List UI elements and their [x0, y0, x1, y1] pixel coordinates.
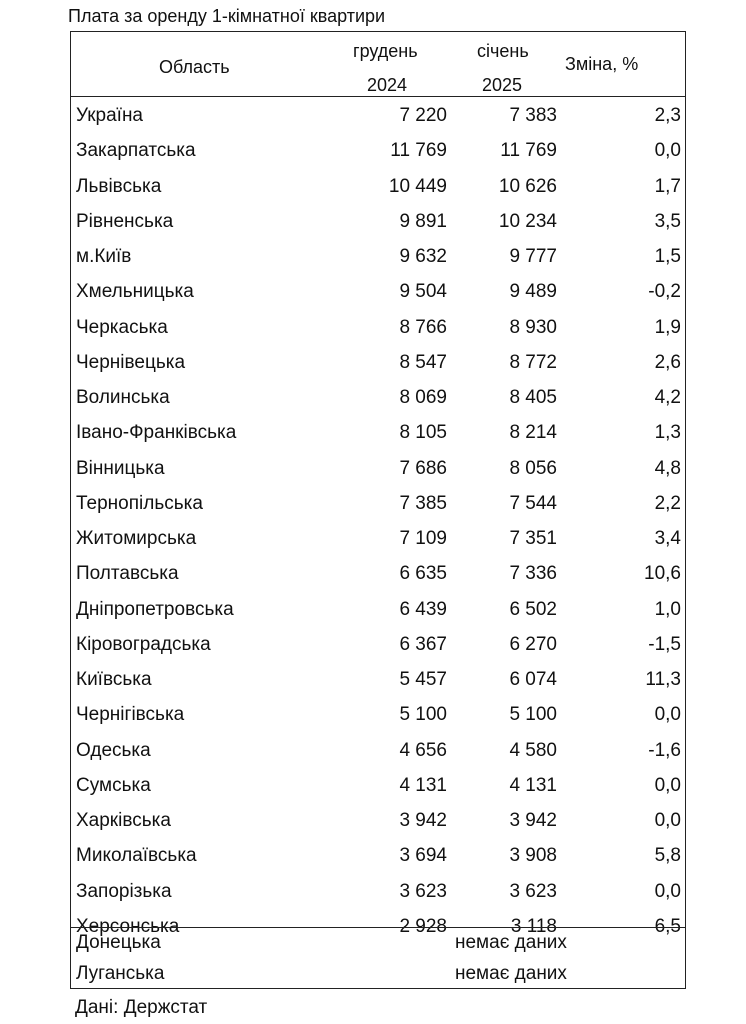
change-value: 11,3 [645, 669, 681, 690]
dec-value: 7 109 [399, 528, 447, 549]
dec-value: 9 632 [399, 246, 447, 267]
jan-value: 7 544 [509, 492, 557, 514]
change-value: -0,2 [648, 281, 681, 303]
dec-value: 8 105 [399, 422, 447, 444]
change-value: 10,6 [644, 563, 681, 585]
change-value: 4,8 [654, 457, 681, 479]
table-row [71, 662, 685, 697]
change-value: 0,0 [654, 140, 681, 162]
jan-value: 6 270 [509, 633, 557, 655]
change-value: 3,5 [654, 210, 681, 232]
rent-table [70, 31, 686, 989]
table-body [71, 98, 685, 944]
dec-value: 9 504 [399, 281, 447, 303]
region-name: Хмельницька [76, 281, 194, 303]
region-name: Вінницька [76, 457, 165, 479]
region-name: Тернопільська [76, 492, 203, 514]
jan-value: 8 214 [509, 422, 557, 444]
data-source: Дані: Держстат [75, 997, 208, 1018]
no-data-note: немає даних [455, 963, 567, 984]
table-row [71, 380, 685, 415]
header-region: Область [159, 57, 230, 77]
dec-value: 8 069 [399, 387, 447, 408]
region-name: Івано-Франківська [76, 422, 237, 444]
jan-value: 7 383 [509, 105, 557, 126]
region-name: Закарпатська [76, 140, 196, 162]
region-name: Луганська [76, 963, 165, 984]
table-header [71, 32, 685, 97]
change-value: 0,0 [654, 704, 681, 726]
jan-value: 5 100 [509, 704, 557, 726]
change-value: 0,0 [654, 880, 681, 902]
region-name: Львівська [76, 175, 162, 197]
dec-value: 3 623 [399, 880, 447, 902]
no-data-row [71, 959, 685, 990]
dec-value: 2 928 [399, 915, 447, 937]
dec-value: 4 656 [399, 739, 447, 761]
jan-value: 3 942 [509, 810, 557, 831]
header-jan-month: січень [477, 41, 529, 61]
jan-value: 10 234 [498, 210, 557, 232]
header-change: Зміна, % [565, 54, 639, 74]
dec-value: 4 131 [399, 774, 447, 796]
change-value: 1,3 [654, 422, 681, 444]
jan-value: 8 930 [509, 316, 557, 338]
table-row [71, 486, 685, 521]
no-data-section [71, 927, 685, 990]
no-data-row [71, 928, 685, 959]
jan-value: 3 118 [510, 915, 557, 937]
region-name: Волинська [76, 387, 170, 408]
change-value: 6,5 [654, 915, 681, 937]
jan-value: 7 351 [509, 528, 557, 549]
table-row [71, 133, 685, 168]
region-name: Одеська [76, 739, 151, 761]
jan-value: 9 489 [509, 281, 557, 303]
change-value: 2,2 [654, 492, 681, 514]
table-row [71, 874, 685, 909]
no-data-note: немає даних [455, 932, 567, 953]
jan-value: 8 772 [509, 351, 557, 373]
region-name: Україна [76, 105, 144, 126]
table-row [71, 556, 685, 591]
dec-value: 3 942 [399, 810, 447, 831]
region-name: Чернівецька [76, 351, 186, 373]
region-name: м.Київ [76, 246, 132, 267]
change-value: 2,3 [654, 105, 681, 126]
region-name: Донецька [76, 932, 161, 953]
jan-value: 6 502 [509, 598, 557, 620]
dec-value: 11 769 [390, 140, 447, 162]
table-row [71, 768, 685, 803]
jan-value: 4 131 [509, 774, 557, 796]
dec-value: 7 220 [399, 105, 447, 126]
table-row [71, 697, 685, 732]
table-row [71, 592, 685, 627]
region-name: Черкаська [76, 316, 168, 338]
dec-value: 8 547 [399, 351, 447, 373]
region-name: Дніпропетровська [76, 598, 234, 620]
dec-value: 3 694 [399, 845, 447, 867]
region-name: Житомирська [76, 528, 197, 549]
dec-value: 7 385 [399, 492, 447, 514]
table-row [71, 733, 685, 768]
change-value: 1,7 [654, 175, 681, 197]
table-row [71, 310, 685, 345]
dec-value: 8 766 [399, 316, 447, 338]
dec-value: 6 439 [399, 598, 447, 620]
jan-value: 8 056 [509, 457, 557, 479]
dec-value: 5 100 [399, 704, 447, 726]
change-value: 1,9 [654, 316, 681, 338]
jan-value: 4 580 [509, 739, 557, 761]
dec-value: 9 891 [399, 210, 447, 232]
jan-value: 7 336 [509, 563, 557, 585]
table-row [71, 521, 685, 556]
dec-value: 10 449 [388, 175, 447, 197]
change-value: 4,2 [654, 387, 681, 408]
jan-value: 8 405 [509, 387, 557, 408]
change-value: 5,8 [654, 845, 681, 867]
change-value: 3,4 [654, 528, 681, 549]
table-row [71, 627, 685, 662]
change-value: 1,5 [654, 246, 681, 267]
change-value: 2,6 [654, 351, 681, 373]
table-row [71, 204, 685, 239]
region-name: Херсонська [76, 915, 180, 937]
region-name: Миколаївська [76, 845, 197, 867]
header-dec-month: грудень [353, 41, 418, 61]
table-row [71, 345, 685, 380]
table-row [71, 239, 685, 274]
dec-value: 6 367 [399, 633, 447, 655]
region-name: Сумська [76, 774, 151, 796]
jan-value: 9 777 [509, 246, 557, 267]
change-value: 1,0 [654, 598, 681, 620]
change-value: 0,0 [654, 774, 681, 796]
table-title: Плата за оренду 1-кімнатної квартири [68, 6, 386, 26]
table-row [71, 803, 685, 838]
dec-value: 6 635 [399, 563, 447, 585]
table-row [71, 98, 685, 133]
table-row [71, 451, 685, 486]
region-name: Рівненська [76, 210, 174, 232]
table-row [71, 274, 685, 309]
region-name: Київська [76, 669, 152, 690]
region-name: Запорізька [76, 880, 172, 902]
header-dec-year: 2024 [367, 75, 408, 95]
region-name: Харківська [76, 810, 171, 831]
region-name: Кіровоградська [76, 633, 211, 655]
jan-value: 3 908 [509, 845, 557, 867]
table-row [71, 169, 685, 204]
jan-value: 11 769 [500, 140, 557, 162]
change-value: 0,0 [654, 810, 681, 831]
dec-value: 5 457 [399, 669, 447, 690]
region-name: Чернігівська [76, 704, 185, 726]
dec-value: 7 686 [399, 457, 447, 479]
region-name: Полтавська [76, 563, 179, 585]
jan-value: 3 623 [509, 880, 557, 902]
table-row [71, 415, 685, 450]
change-value: -1,6 [648, 739, 681, 761]
header-jan-year: 2025 [482, 75, 523, 95]
jan-value: 10 626 [498, 175, 557, 197]
jan-value: 6 074 [509, 669, 557, 690]
change-value: -1,5 [648, 633, 681, 655]
table-row [71, 838, 685, 873]
